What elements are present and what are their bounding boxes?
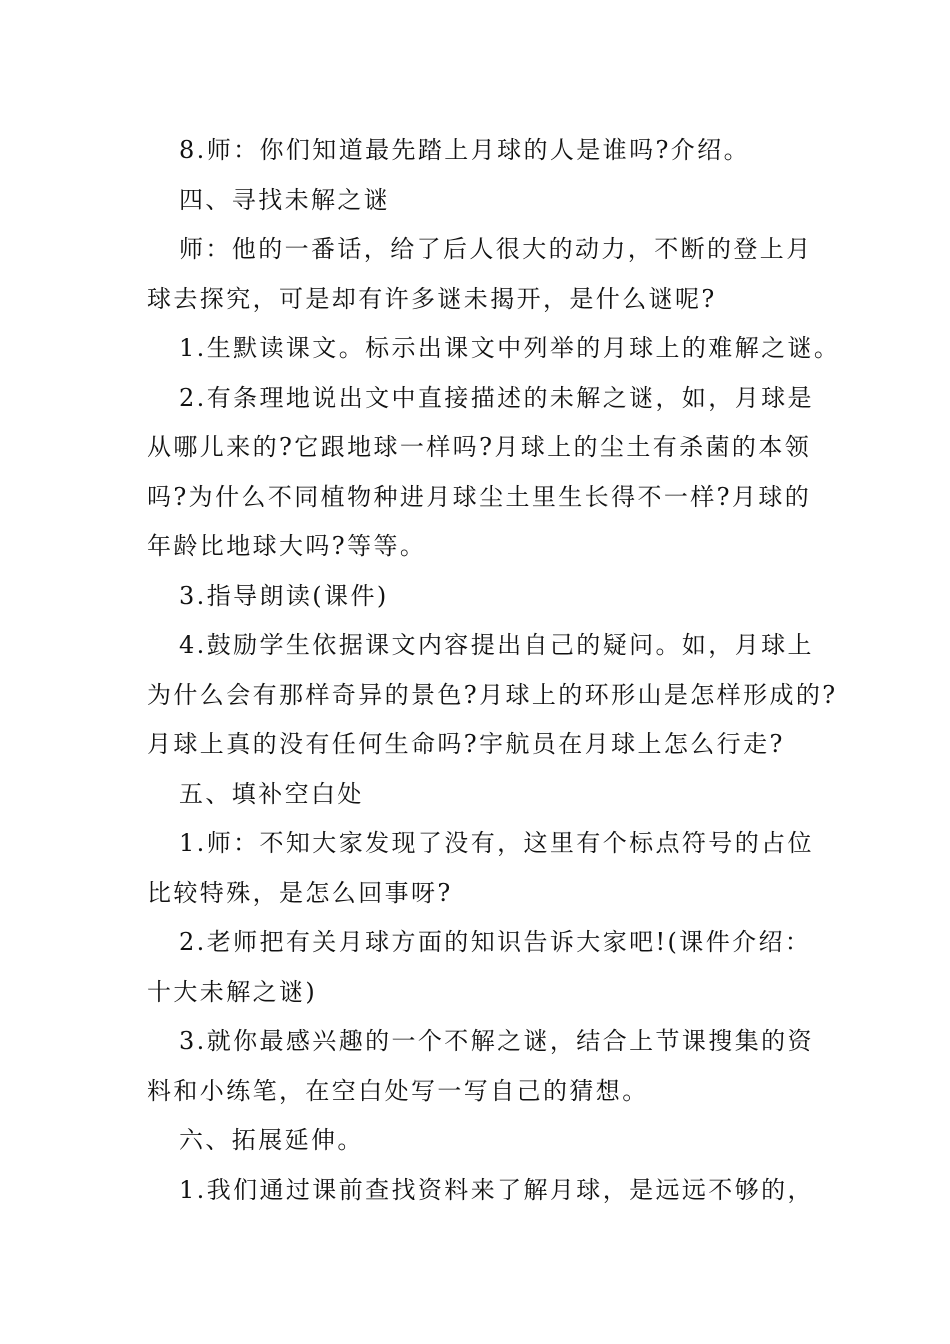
text-line: 吗?为什么不同植物种进月球尘土里生长得不一样?月球的: [147, 482, 812, 511]
text-line: 1.我们通过课前查找资料来了解月球，是远远不够的，: [179, 1175, 814, 1204]
text-line: 1.师：不知大家发现了没有，这里有个标点符号的占位: [179, 829, 814, 857]
text-line: 十大未解之谜): [147, 977, 318, 1006]
text-line: 8.师：你们知道最先踏上月球的人是谁吗?介绍。: [179, 136, 750, 164]
text-line: 4.鼓励学生依据课文内容提出自己的疑问。如，月球上: [179, 631, 814, 659]
section-heading: 四、寻找未解之谜: [179, 185, 391, 214]
text-line: 年龄比地球大吗?等等。: [147, 532, 427, 560]
text-line: 3.就你最感兴趣的一个不解之谜，结合上节课搜集的资: [179, 1027, 814, 1055]
text-line: 2.有条理地说出文中直接描述的未解之谜，如，月球是: [179, 383, 814, 412]
section-heading: 五、填补空白处: [179, 779, 364, 808]
text-line: 球去探究，可是却有许多谜未揭开，是什么谜呢?: [147, 284, 717, 313]
text-line: 1.生默读课文。标示出课文中列举的月球上的难解之谜。: [179, 334, 841, 362]
document-body: [147, 126, 841, 1215]
text-line: 料和小练笔，在空白处写一写自己的猜想。: [147, 1076, 649, 1105]
section-heading: 六、拓展延伸。: [179, 1126, 364, 1154]
text-line: 比较特殊，是怎么回事呀?: [147, 878, 453, 907]
text-line: 月球上真的没有任何生命吗?宇航员在月球上怎么行走?: [147, 730, 785, 758]
text-line: 从哪儿来的?它跟地球一样吗?月球上的尘土有杀菌的本领: [147, 433, 812, 461]
text-line: 师：他的一番话，给了后人很大的动力，不断的登上月: [179, 235, 813, 263]
text-line: 为什么会有那样奇异的景色?月球上的环形山是怎样形成的?: [147, 680, 838, 709]
text-line: 3.指导朗读(课件): [179, 581, 389, 610]
text-line: 2.老师把有关月球方面的知识告诉大家吧!(课件介绍：: [179, 928, 812, 956]
